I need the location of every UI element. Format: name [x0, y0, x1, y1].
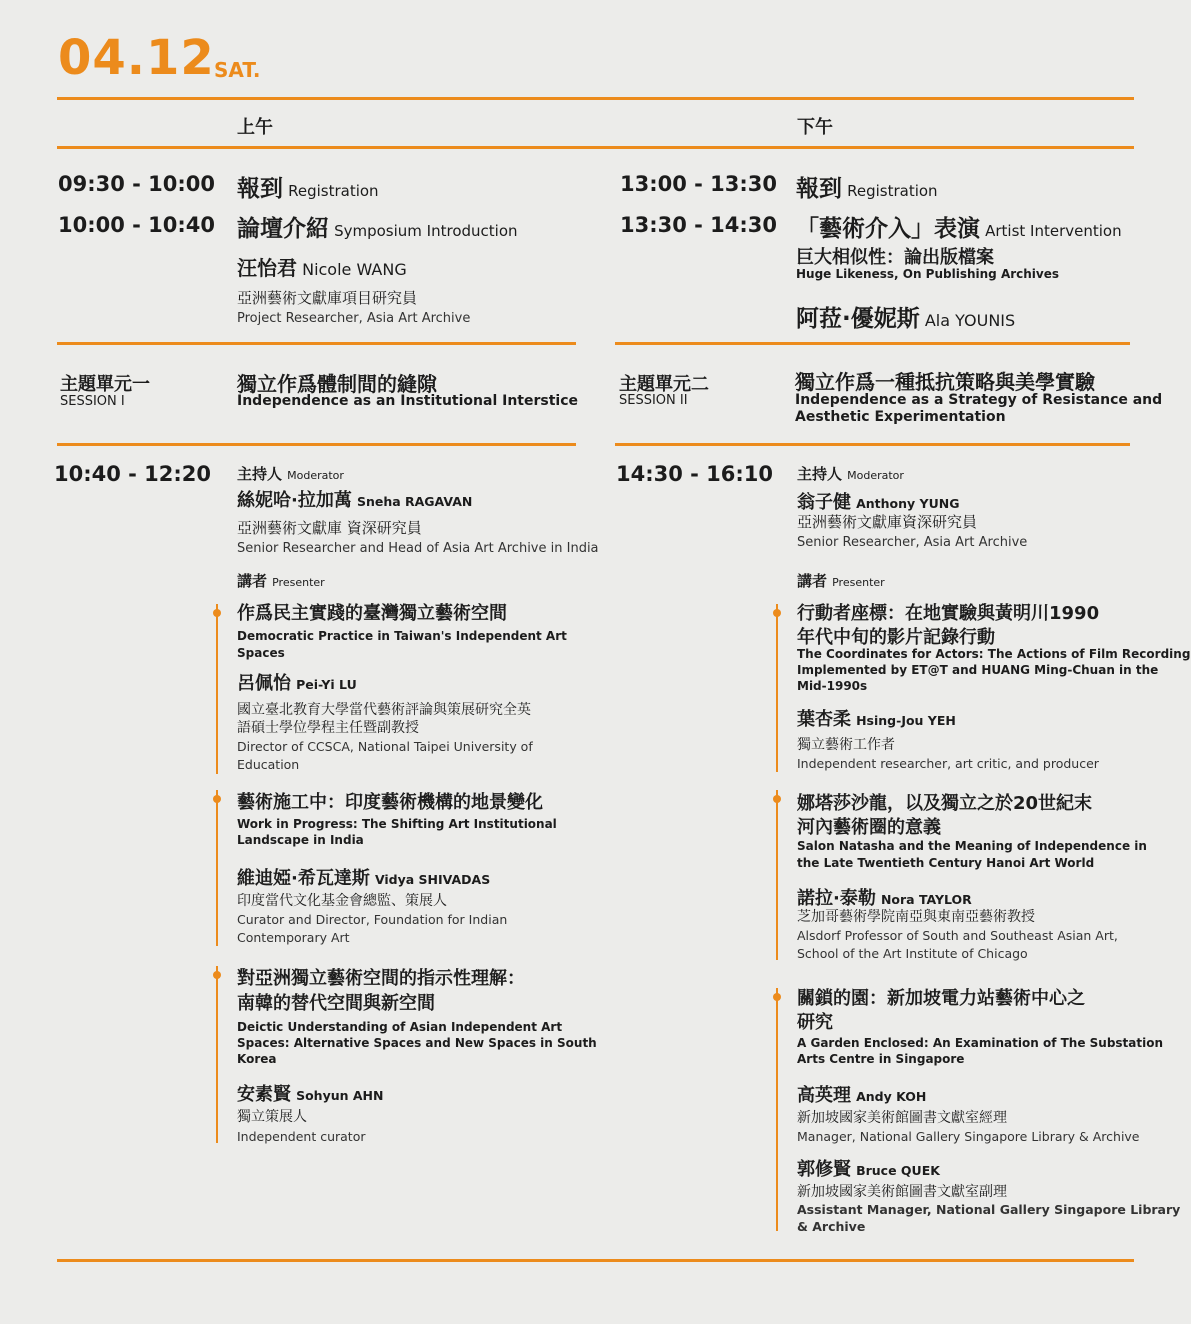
session2-moderator-role-zh: 亞洲藝術文獻庫資深研究員	[797, 513, 978, 531]
divider-session2-bottom	[615, 443, 1130, 446]
divider-session1-top	[57, 342, 576, 345]
talk-speaker-role-zh: 國立臺北教育大學當代藝術評論與策展研究全英	[237, 702, 531, 718]
talk-title-en: Salon Natasha and the Meaning of Independence in	[797, 839, 1147, 853]
session1-theme-zh: 獨立作爲體制間的縫隙	[237, 372, 437, 396]
session1-moderator-role-zh: 亞洲藝術文獻庫 資深研究員	[237, 519, 422, 537]
session2-moderator-label: 主持人 Moderator	[797, 465, 904, 483]
talk-speaker-role-en: Alsdorf Professor of South and Southeast Asian Art,	[797, 928, 1118, 943]
event-date: 04.12	[58, 30, 215, 86]
divider-top	[57, 97, 1134, 100]
talk-speaker-role-zh: 獨立策展人	[237, 1109, 307, 1125]
talk-speaker: 諾拉·泰勒 Nora TAYLOR	[797, 888, 972, 909]
session1-label-zh: 主題單元一	[60, 374, 150, 395]
period-am: 上午	[237, 117, 273, 138]
session2-theme-zh: 獨立作爲一種抵抗策略與美學實驗	[795, 370, 1095, 394]
timeline-dot	[773, 795, 781, 803]
talk-title-zh: 藝術施工中：印度藝術機構的地景變化	[237, 792, 543, 813]
talk-title-en: the Late Twentieth Century Hanoi Art World	[797, 856, 1095, 870]
timeline-bar	[776, 790, 778, 960]
talk-speaker-role-en: Independent curator	[237, 1129, 366, 1144]
session2-moderator: 翁子健 Anthony YUNG	[797, 492, 960, 513]
time-artist-intervention: 13:30 - 14:30	[620, 213, 778, 237]
talk-title-en: A Garden Enclosed: An Examination of The Substation	[797, 1036, 1164, 1050]
session1-moderator: 絲妮哈·拉加萬 Sneha RAGAVAN	[237, 490, 473, 511]
timeline-dot	[213, 795, 221, 803]
intro-speaker-role-en: Project Researcher, Asia Art Archive	[237, 311, 471, 326]
divider-session2-top	[615, 342, 1130, 345]
divider-periods	[57, 146, 1134, 149]
timeline-bar	[776, 988, 778, 1231]
period-pm: 下午	[797, 117, 833, 138]
session1-theme-en: Independence as an Institutional Interstice	[237, 393, 579, 409]
registration-pm: 報到 Registration	[796, 176, 938, 202]
talk-title-zh: 研究	[797, 1012, 833, 1033]
talk-speaker-role-en: & Archive	[797, 1219, 866, 1234]
talk-title-zh: 年代中旬的影片記錄行動	[797, 627, 995, 648]
intervention-work-zh: 巨大相似性：論出版檔案	[796, 247, 994, 268]
talk-title-en: Implemented by ET@T and HUANG Ming-Chuan in the	[797, 663, 1159, 677]
timeline-bar	[216, 966, 218, 1143]
talk-speaker-role-zh: 語碩士學位學程主任暨副教授	[237, 720, 419, 736]
session1-time: 10:40 - 12:20	[54, 462, 212, 486]
talk-speaker-role-en: Curator and Director, Foundation for Indian	[237, 912, 508, 927]
talk-speaker-role-en: Manager, National Gallery Singapore Library & Archive	[797, 1129, 1140, 1144]
intervention-work-en: Huge Likeness, On Publishing Archives	[796, 267, 1060, 281]
talk-speaker: 安素賢 Sohyun AHN	[237, 1084, 384, 1105]
talk-title-zh: 對亞洲獨立藝術空間的指示性理解：	[237, 968, 525, 989]
session1-presenter-label: 講者 Presenter	[237, 572, 325, 590]
session1-moderator-role-en: Senior Researcher and Head of Asia Art Archive in India	[237, 541, 599, 556]
talk-speaker-role-en: Education	[237, 757, 300, 772]
talk-speaker-role-en: Independent researcher, art critic, and producer	[797, 756, 1099, 771]
time-registration-am: 09:30 - 10:00	[58, 172, 216, 196]
talk-title-zh: 作爲民主實踐的臺灣獨立藝術空間	[237, 603, 507, 624]
talk-title-en: Korea	[237, 1052, 277, 1066]
symposium-introduction: 論壇介紹 Symposium Introduction	[237, 216, 518, 242]
talk-title-zh: 河內藝術圈的意義	[797, 817, 941, 838]
time-introduction: 10:00 - 10:40	[58, 213, 216, 237]
time-registration-pm: 13:00 - 13:30	[620, 172, 778, 196]
timeline-bar	[776, 604, 778, 772]
talk-speaker: 葉杏柔 Hsing-Jou YEH	[797, 709, 956, 730]
timeline-bar	[216, 604, 218, 774]
timeline-dot	[773, 993, 781, 1001]
talk-speaker: 呂佩怡 Pei-Yi LU	[237, 673, 357, 694]
talk-title-en: Spaces	[237, 646, 285, 660]
session2-label-en: SESSION II	[619, 393, 688, 408]
talk-speaker-role-en: Contemporary Art	[237, 930, 350, 945]
session2-theme-en-line1: Independence as a Strategy of Resistance and	[795, 392, 1163, 408]
talk-speaker-role-zh: 獨立藝術工作者	[797, 737, 895, 753]
talk-title-en: Democratic Practice in Taiwan's Independent Art	[237, 629, 567, 643]
divider-bottom	[57, 1259, 1134, 1262]
timeline-dot	[213, 609, 221, 617]
talk-title-en: Arts Centre in Singapore	[797, 1052, 965, 1066]
intro-speaker-role-zh: 亞洲藝術文獻庫項目研究員	[237, 289, 418, 307]
talk-speaker-role-zh: 印度當代文化基金會總監、策展人	[237, 893, 447, 909]
session2-label-zh: 主題單元二	[619, 374, 709, 395]
event-weekday: SAT.	[214, 58, 261, 82]
talk-title-en: Deictic Understanding of Asian Independent Art	[237, 1020, 563, 1034]
session2-time: 14:30 - 16:10	[616, 462, 774, 486]
talk-speaker: 高英理 Andy KOH	[797, 1085, 927, 1106]
talk-title-en: Spaces: Alternative Spaces and New Spaces in South	[237, 1036, 597, 1050]
talk-speaker: 郭修賢 Bruce QUEK	[797, 1159, 940, 1180]
talk-title-zh: 南韓的替代空間與新空間	[237, 993, 435, 1014]
intervention-artist: 阿菈·優妮斯 Ala YOUNIS	[796, 306, 1016, 332]
intro-speaker: 汪怡君 Nicole WANG	[237, 256, 407, 280]
session2-moderator-role-en: Senior Researcher, Asia Art Archive	[797, 535, 1028, 550]
talk-speaker-role-zh: 新加坡國家美術館圖書文獻室經理	[797, 1110, 1007, 1126]
talk-title-en: Work in Progress: The Shifting Art Institutional	[237, 817, 557, 831]
talk-title-en: The Coordinates for Actors: The Actions of Film Recording	[797, 647, 1191, 661]
timeline-bar	[216, 790, 218, 946]
talk-speaker: 維迪婭·希瓦達斯 Vidya SHIVADAS	[237, 868, 491, 889]
talk-speaker-role-en: Director of CCSCA, National Taipei University of	[237, 739, 533, 754]
talk-speaker-role-zh: 芝加哥藝術學院南亞與東南亞藝術教授	[797, 909, 1035, 925]
session1-label-en: SESSION I	[60, 394, 125, 409]
talk-speaker-role-zh: 新加坡國家美術館圖書文獻室副理	[797, 1184, 1007, 1200]
session2-presenter-label: 講者 Presenter	[797, 572, 885, 590]
talk-title-zh: 行動者座標：在地實驗與黃明川1990	[797, 603, 1100, 624]
session2-theme-en-line2: Aesthetic Experimentation	[795, 409, 1006, 425]
session1-moderator-label: 主持人 Moderator	[237, 465, 344, 483]
talk-speaker-role-en: Assistant Manager, National Gallery Singapore Library	[797, 1202, 1181, 1217]
artist-intervention: 「藝術介入」表演 Artist Intervention	[796, 216, 1122, 242]
timeline-dot	[213, 971, 221, 979]
timeline-dot	[773, 609, 781, 617]
talk-speaker-role-en: School of the Art Institute of Chicago	[797, 946, 1028, 961]
talk-title-zh: 娜塔莎沙龍，以及獨立之於20世紀末	[797, 793, 1093, 814]
registration-am: 報到 Registration	[237, 176, 379, 202]
talk-title-en: Mid-1990s	[797, 679, 868, 693]
talk-title-zh: 關鎖的園：新加坡電力站藝術中心之	[797, 988, 1085, 1009]
divider-session1-bottom	[57, 443, 576, 446]
talk-title-en: Landscape in India	[237, 833, 364, 847]
